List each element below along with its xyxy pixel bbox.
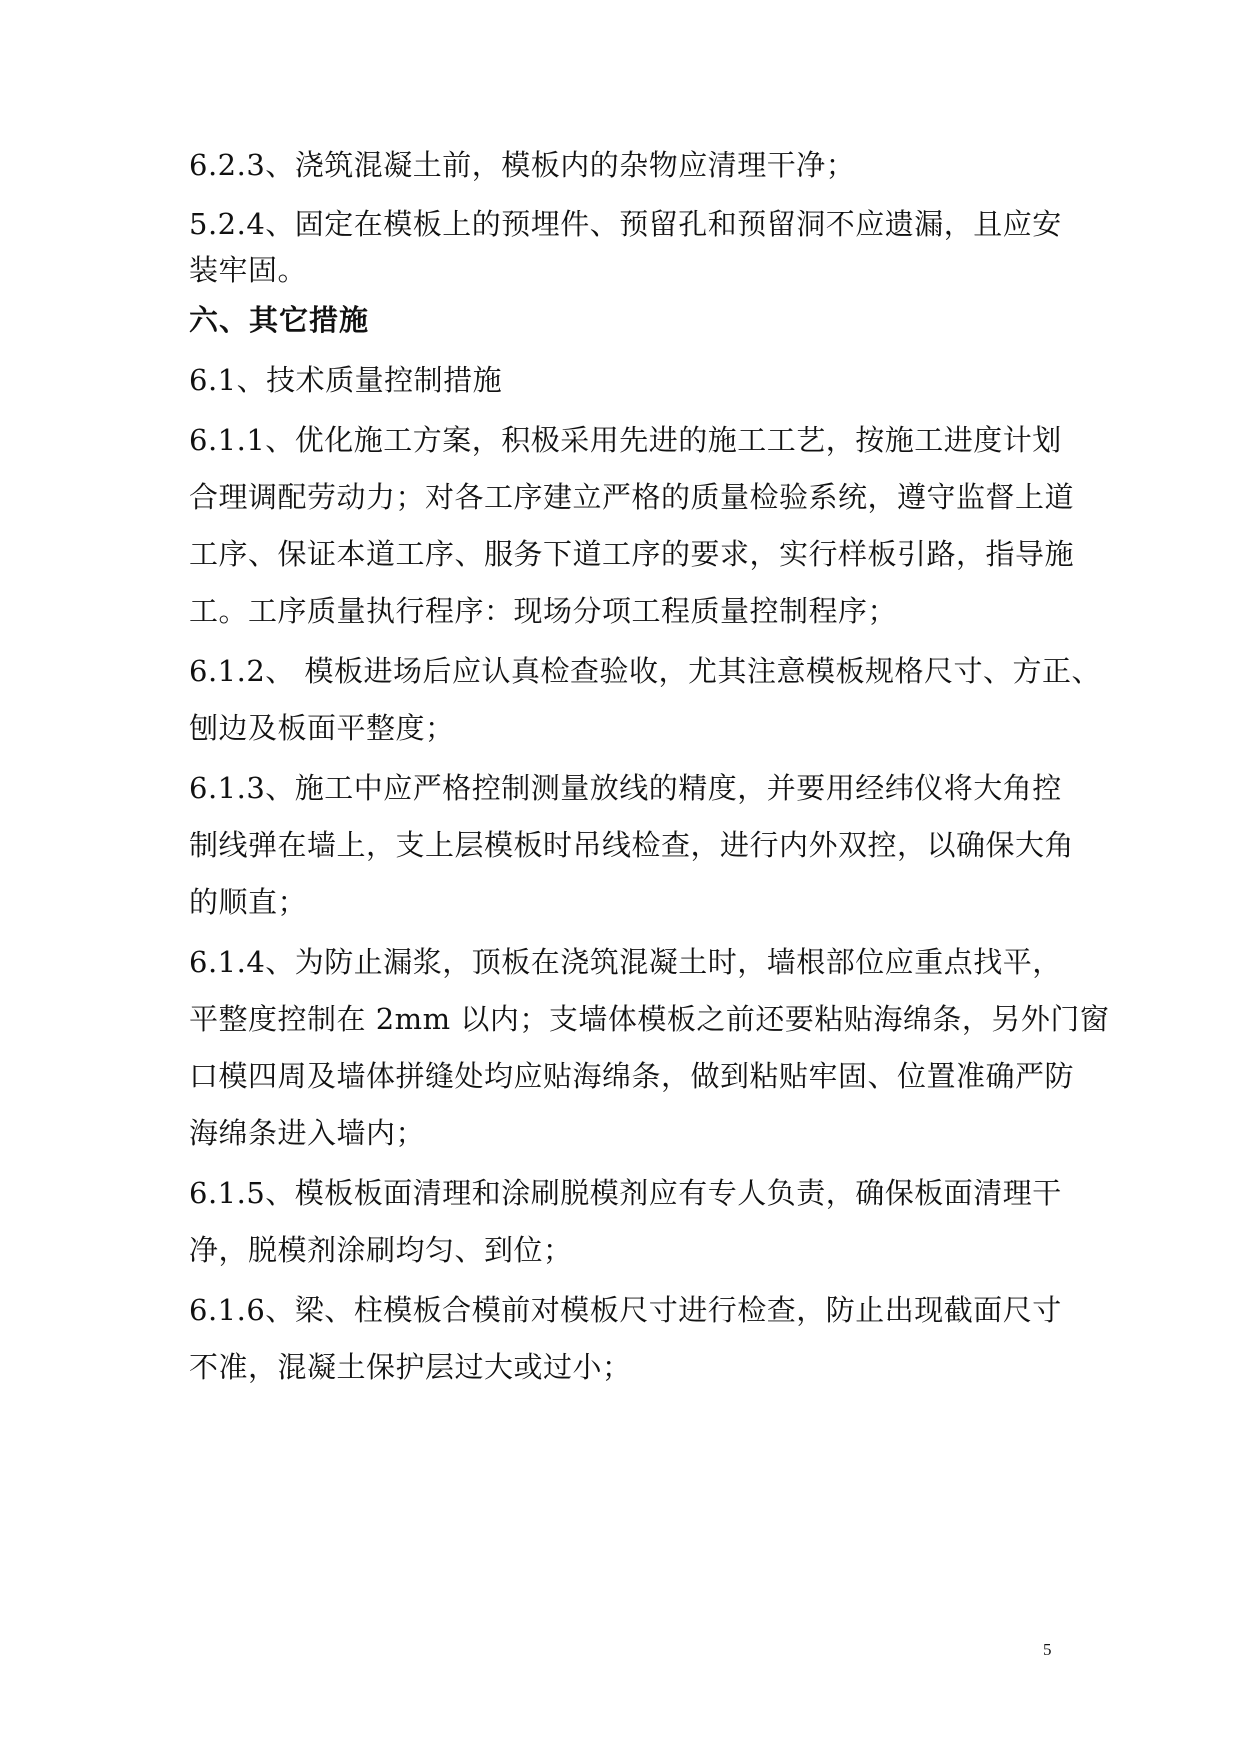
page-number: 5 [1043,1640,1052,1659]
text-line: 6.2.3、浇筑混凝土前，模板内的杂物应清理干净； [189,148,856,182]
text-line: 工序、保证本道工序、服务下道工序的要求，实行样板引路，指导施 [189,537,1075,571]
text-line: 海绵条进入墙内； [189,1116,426,1150]
text-line: 不准，混凝土保护层过大或过小； [189,1350,632,1384]
text-line: 装牢固。 [189,253,308,287]
subsection-heading: 6.1、技术质量控制措施 [189,363,503,397]
text-line: 6.1.2、 模板进场后应认真检查验收，尤其注意模板规格尺寸、方正、 [189,654,1102,688]
text-line: 工。工序质量执行程序：现场分项工程质量控制程序； [189,594,898,628]
text-line: 平整度控制在 2mm 以内；支墙体模板之前还要粘贴海绵条，另外门窗 [189,1002,1110,1036]
text-line: 制线弹在墙上，支上层模板时吊线检查，进行内外双控，以确保大角 [189,828,1075,862]
text-line: 6.1.5、模板板面清理和涂刷脱模剂应有专人负责，确保板面清理干 [189,1176,1062,1210]
text-line: 合理调配劳动力；对各工序建立严格的质量检验系统，遵守监督上道 [189,480,1075,514]
text-line: 净，脱模剂涂刷均匀、到位； [189,1233,573,1267]
text-line: 6.1.6、梁、柱模板合模前对模板尺寸进行检查，防止出现截面尺寸 [189,1293,1062,1327]
section-heading: 六、其它措施 [189,303,370,337]
text-line: 5.2.4、固定在模板上的预埋件、预留孔和预留洞不应遗漏，且应安 [189,207,1062,241]
text-line: 6.1.1、优化施工方案，积极采用先进的施工工艺，按施工进度计划 [189,423,1062,457]
text-line: 6.1.4、为防止漏浆，顶板在浇筑混凝土时，墙根部位应重点找平， [189,945,1062,979]
text-line: 6.1.3、施工中应严格控制测量放线的精度，并要用经纬仪将大角控 [189,771,1062,805]
text-line: 刨边及板面平整度； [189,711,455,745]
text-line: 口模四周及墙体拼缝处均应贴海绵条，做到粘贴牢固、位置准确严防 [189,1059,1075,1093]
text-line: 的顺直； [189,885,308,919]
